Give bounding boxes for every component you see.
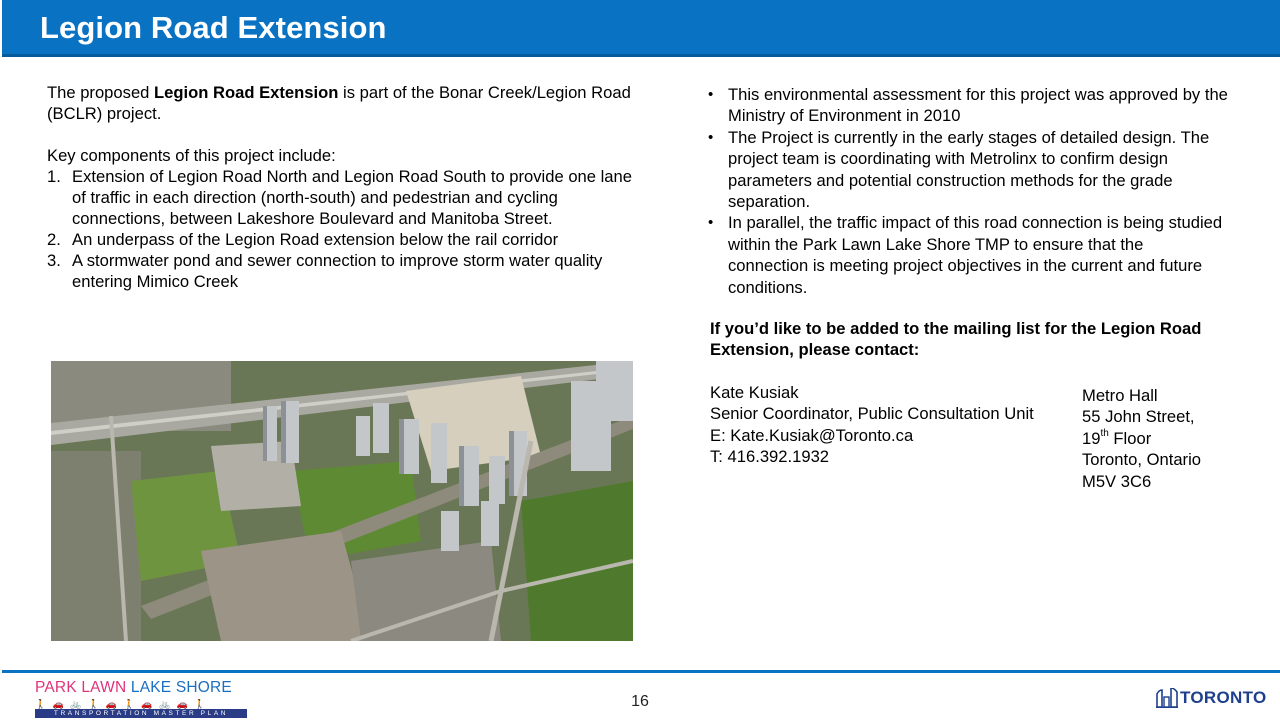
- address-line: Metro Hall: [1082, 386, 1158, 405]
- city-hall-icon: [1156, 688, 1178, 708]
- aerial-photo: [51, 361, 633, 641]
- right-column: [708, 84, 1228, 298]
- intro-pre: The proposed: [47, 83, 155, 102]
- left-column: [47, 82, 647, 292]
- contact-name: Kate Kusiak: [710, 383, 799, 402]
- status-bullets: [708, 84, 1228, 298]
- park-lawn-lake-shore-logo: PARK LAWN LAKE SHORE 🚶 🚗 🚲 🚶 🚗 🚶 🚗 🚲 🚗 🚶 TRANSPORTATION MASTER PLAN: [35, 679, 247, 719]
- page-number: 16: [631, 693, 649, 710]
- contact-role: Senior Coordinator, Public Consultation Unit: [710, 404, 1034, 424]
- toronto-wordmark: TORONTO: [1180, 688, 1267, 707]
- footer-rule: [2, 670, 1280, 673]
- intro-post: is part of the Bonar Creek/Legion Road (BCLR) project.: [47, 83, 631, 123]
- contact-email[interactable]: E: Kate.Kusiak@Toronto.ca: [710, 425, 914, 445]
- component-item: 2. An underpass of the Legion Road extension below the rail corridor: [47, 230, 559, 249]
- address-floor: 19th Floor: [1082, 427, 1152, 448]
- intro-bold: Legion Road Extension: [154, 83, 339, 102]
- transport-icons: 🚶 🚗 🚲 🚶 🚗 🚶 🚗 🚲 🚗 🚶: [35, 699, 208, 709]
- contact-heading: If you’d like to be added to the mailing list for the Legion Road Extension, please contact:: [710, 319, 1202, 360]
- contact-block: [710, 382, 1070, 468]
- bullet-item: • In parallel, the traffic impact of this road connection is being studied within the Park Lawn Lake Shore TMP to ensure that the connection is meeting project objectives in the current and future conditions.: [708, 213, 1223, 297]
- address-line: M5V 3C6: [1082, 471, 1152, 491]
- toronto-logo: [1156, 688, 1267, 710]
- components-list: [47, 166, 647, 292]
- contact-phone: T: 416.392.1932: [710, 447, 830, 467]
- title-bar: [2, 0, 1280, 57]
- slide-title: Legion Road Extension: [40, 10, 387, 45]
- address-line: Toronto, Ontario: [1082, 450, 1201, 470]
- address-block: [1082, 385, 1262, 492]
- component-item: 1. Extension of Legion Road North and Legion Road South to provide one lane of traffic in each direction (north-south) and pedestrian and cycling connections, between Lakeshore Boulevard and Manitoba Street.: [47, 167, 632, 228]
- address-line: 55 John Street,: [1082, 407, 1195, 427]
- component-item: 3. A stormwater pond and sewer connection to improve storm water quality entering Mimico Creek: [47, 251, 603, 291]
- components-heading: Key components of this project include:: [47, 146, 336, 165]
- logo-band: TRANSPORTATION MASTER PLAN: [35, 709, 247, 718]
- bullet-item: • The Project is currently in the early stages of detailed design. The project team is coordinating with Metrolinx to confirm design parameters and potential construction methods for the grade separation.: [708, 127, 1210, 212]
- intro-paragraph: [47, 82, 647, 124]
- bullet-item: • This environmental assessment for this project was approved by the Ministry of Environment in 2010: [708, 85, 1228, 126]
